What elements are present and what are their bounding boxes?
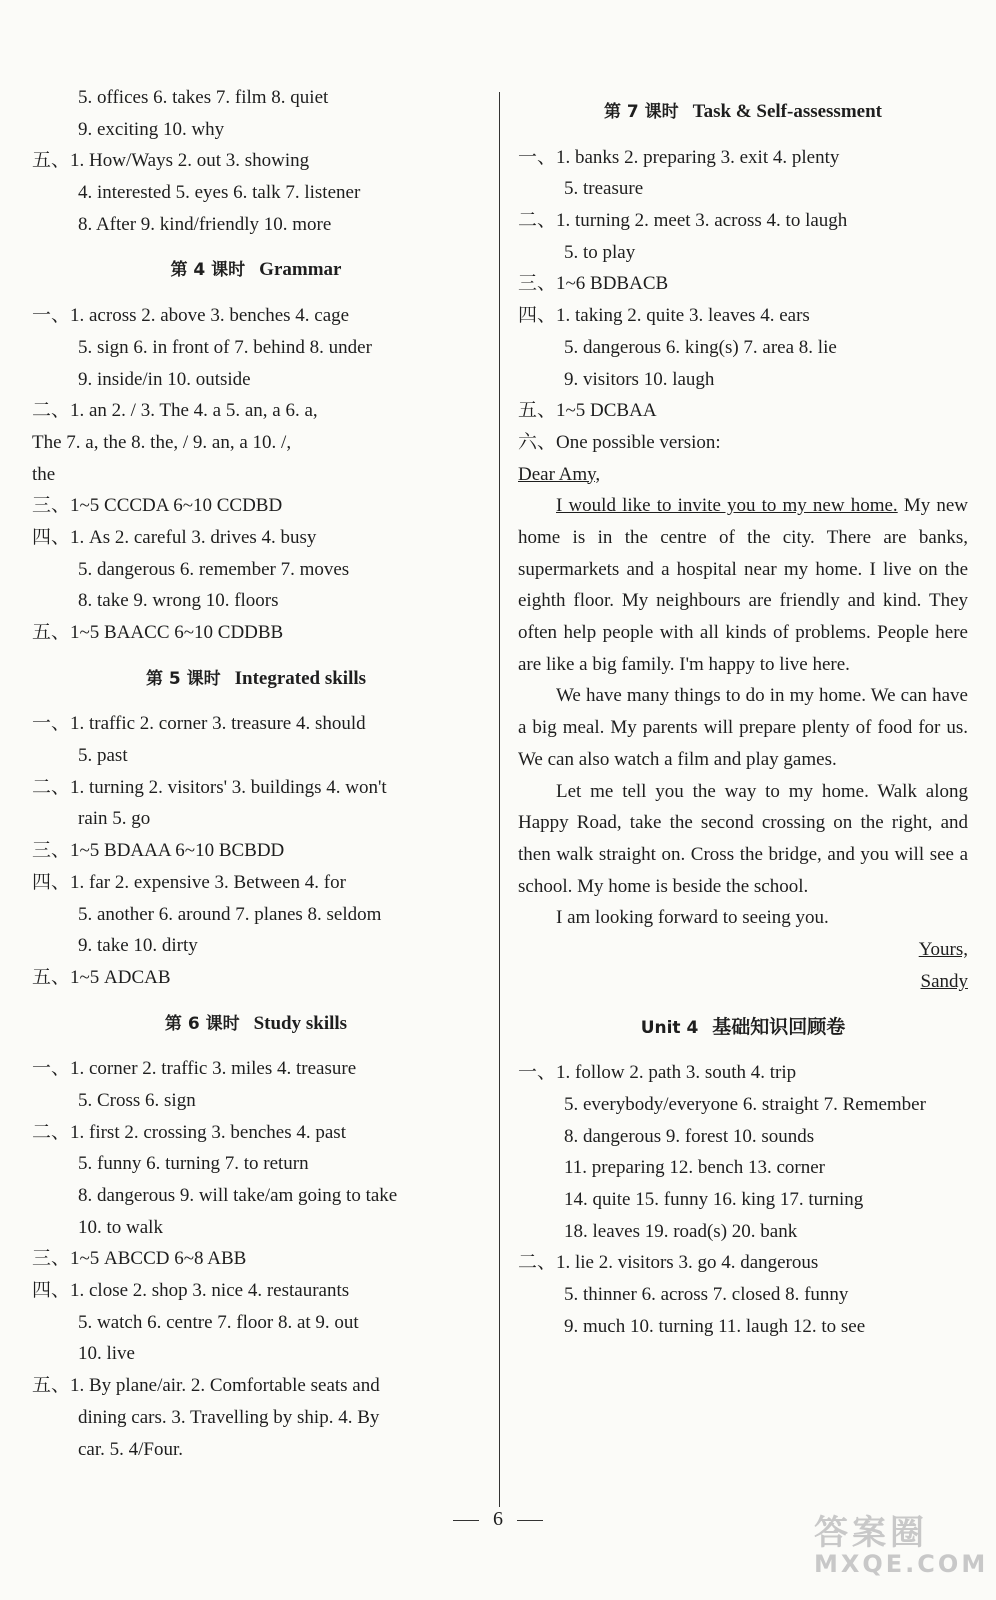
answer-line: 5. dangerous 6. remember 7. moves bbox=[78, 558, 350, 580]
heading-lesson: 第 4 课时 bbox=[170, 260, 246, 281]
letter-paragraph-2: We have many things to do in my home. We can have a big meal. My parents will prepare plenty of food for us. We can also watch a film and play games. bbox=[518, 685, 968, 770]
answer-line: 三、1~5 CCCDA 6~10 CCDBD bbox=[32, 495, 283, 517]
heading-lesson: Unit 4 bbox=[640, 1017, 699, 1038]
answer-line: 五、1~5 BAACC 6~10 CDDBB bbox=[32, 622, 284, 643]
answer-line: 三、1~6 BDBACB bbox=[518, 273, 669, 295]
answer-line: 5. dangerous 6. king(s) 7. area 8. lie bbox=[564, 336, 837, 358]
answer-line: 5. everybody/everyone 6. straight 7. Remember bbox=[564, 1093, 926, 1115]
answer-line: 5. funny 6. turning 7. to return bbox=[78, 1153, 309, 1175]
answer-line: 5. Cross 6. sign bbox=[78, 1089, 196, 1111]
answer-line: 四、1. close 2. shop 3. nice 4. restaurants bbox=[32, 1280, 350, 1302]
answer-line: 一、1. banks 2. preparing 3. exit 4. plenty bbox=[518, 146, 840, 168]
heading-lesson: 第 5 课时 bbox=[145, 668, 221, 689]
answer-line: 一、1. corner 2. traffic 3. miles 4. treasure bbox=[32, 1058, 357, 1080]
answer-line: 一、1. traffic 2. corner 3. treasure 4. should bbox=[32, 713, 366, 735]
answer-line: 五、1. By plane/air. 2. Comfortable seats and bbox=[32, 1375, 380, 1397]
heading-lesson: 第 6 课时 bbox=[164, 1013, 240, 1034]
answer-line: 三、1~5 ABCCD 6~8 ABB bbox=[32, 1248, 247, 1270]
answer-line: 10. live bbox=[78, 1343, 135, 1365]
answer-line: 5. watch 6. centre 7. floor 8. at 9. out bbox=[78, 1311, 359, 1333]
answer-line: 二、1. an 2. / 3. The 4. a 5. an, a 6. a, bbox=[32, 400, 318, 422]
answer-line: 5. another 6. around 7. planes 8. seldom bbox=[78, 903, 382, 925]
answer-line: 六、One possible version: bbox=[518, 431, 721, 453]
sample-letter bbox=[518, 459, 968, 998]
heading-lesson: 第 7 课时 bbox=[604, 102, 679, 122]
section-heading bbox=[518, 1012, 968, 1044]
answer-line: 9. much 10. turning 11. laugh 12. to see bbox=[564, 1315, 866, 1337]
right-column bbox=[518, 82, 968, 1342]
letter-underlined-sentence: I would like to invite you to my new home. bbox=[556, 495, 898, 517]
answer-line: 8. dangerous 9. forest 10. sounds bbox=[564, 1125, 815, 1147]
heading-title: Integrated skills bbox=[234, 667, 367, 689]
answer-line: 一、1. follow 2. path 3. south 4. trip bbox=[518, 1062, 797, 1084]
answer-line: 二、1. lie 2. visitors 3. go 4. dangerous bbox=[518, 1252, 819, 1274]
section-heading bbox=[32, 663, 480, 695]
letter-paragraph-1: I would like to invite you to my new home. My new home is in the centre of the city. There are banks, supermarkets and a hospital near my home. I live on the eighth floor. My neighbours are friendly and kind. They often help people with all kinds of problems. People here are like a big family. I'm happy to live here. bbox=[518, 495, 968, 675]
letter-paragraph-4: I am looking forward to seeing you. bbox=[556, 907, 829, 929]
answer-line: rain 5. go bbox=[78, 808, 151, 830]
answer-line: 三、1~5 BDAAA 6~10 BCBDD bbox=[32, 840, 285, 862]
answer-line: 8. take 9. wrong 10. floors bbox=[78, 590, 279, 612]
answer-line: 14. quite 15. funny 16. king 17. turning bbox=[564, 1188, 864, 1210]
answer-line: 5. to play bbox=[564, 241, 636, 263]
answer-line: the bbox=[32, 463, 56, 485]
site-watermark: 答案圈 MXQE.COM bbox=[814, 1513, 989, 1578]
answer-line: 5. thinner 6. across 7. closed 8. funny bbox=[564, 1284, 849, 1306]
page-number: 6 bbox=[0, 1508, 996, 1531]
answer-line: 10. to walk bbox=[78, 1216, 163, 1238]
letter-greeting: Dear Amy, bbox=[518, 463, 601, 485]
section-heading bbox=[518, 96, 968, 128]
answer-line: 四、1. taking 2. quite 3. leaves 4. ears bbox=[518, 305, 810, 327]
answer-line: 8. After 9. kind/friendly 10. more bbox=[78, 213, 332, 235]
answer-line: 4. interested 5. eyes 6. talk 7. listener bbox=[78, 182, 361, 204]
answer-line: dining cars. 3. Travelling by ship. 4. By bbox=[78, 1406, 380, 1428]
answer-line: 9. visitors 10. laugh bbox=[564, 368, 715, 390]
heading-title: Grammar bbox=[259, 259, 342, 281]
answer-line: 二、1. first 2. crossing 3. benches 4. past bbox=[32, 1121, 346, 1143]
answer-line: 一、1. across 2. above 3. benches 4. cage bbox=[32, 305, 350, 327]
answer-line: 5. treasure bbox=[564, 178, 644, 200]
answer-line: 5. offices 6. takes 7. film 8. quiet bbox=[78, 87, 329, 108]
answer-line: 9. take 10. dirty bbox=[78, 935, 198, 957]
lesson-7-section bbox=[518, 96, 968, 459]
letter-closing: Yours, bbox=[918, 939, 968, 961]
letter-paragraph-3: Let me tell you the way to my home. Walk along Happy Road, take the second crossing on the right, and then walk straight on. Cross the bridge, and you will see a school. My home is beside the school. bbox=[518, 780, 968, 897]
answer-line: 18. leaves 19. road(s) 20. bank bbox=[564, 1220, 798, 1242]
letter-signature: Sandy bbox=[920, 970, 968, 992]
heading-title: Task & Self-assessment bbox=[692, 101, 882, 122]
answer-line: 二、1. turning 2. meet 3. across 4. to laugh bbox=[518, 210, 848, 232]
answer-line: 五、1~5 DCBAA bbox=[518, 400, 657, 422]
answer-line: 五、1~5 ADCAB bbox=[32, 966, 171, 988]
answer-line: 9. inside/in 10. outside bbox=[78, 368, 251, 390]
heading-title: Study skills bbox=[253, 1012, 348, 1034]
section-heading bbox=[32, 254, 480, 286]
answer-line: 五、1. How/Ways 2. out 3. showing bbox=[32, 150, 310, 172]
answer-line: 8. dangerous 9. will take/am going to take bbox=[78, 1185, 398, 1206]
section-heading bbox=[32, 1008, 480, 1040]
answer-line: The 7. a, the 8. the, / 9. an, a 10. /, bbox=[32, 431, 292, 453]
answer-line: 四、1. far 2. expensive 3. Between 4. for bbox=[32, 871, 346, 893]
column-divider bbox=[499, 92, 500, 1507]
answer-line: car. 5. 4/Four. bbox=[78, 1438, 184, 1460]
heading-title: 基础知识回顾卷 bbox=[712, 1016, 846, 1038]
answer-line: 二、1. turning 2. visitors' 3. buildings 4. won't bbox=[32, 776, 387, 798]
answer-line: 9. exciting 10. why bbox=[78, 118, 225, 140]
left-column bbox=[32, 82, 480, 1465]
answer-line: 11. preparing 12. bench 13. corner bbox=[564, 1157, 825, 1179]
answer-line: 5. past bbox=[78, 745, 128, 767]
unit-4-review-section bbox=[518, 1012, 968, 1343]
answer-line: 5. sign 6. in front of 7. behind 8. under bbox=[78, 336, 372, 358]
answer-line: 四、1. As 2. careful 3. drives 4. busy bbox=[32, 526, 317, 548]
